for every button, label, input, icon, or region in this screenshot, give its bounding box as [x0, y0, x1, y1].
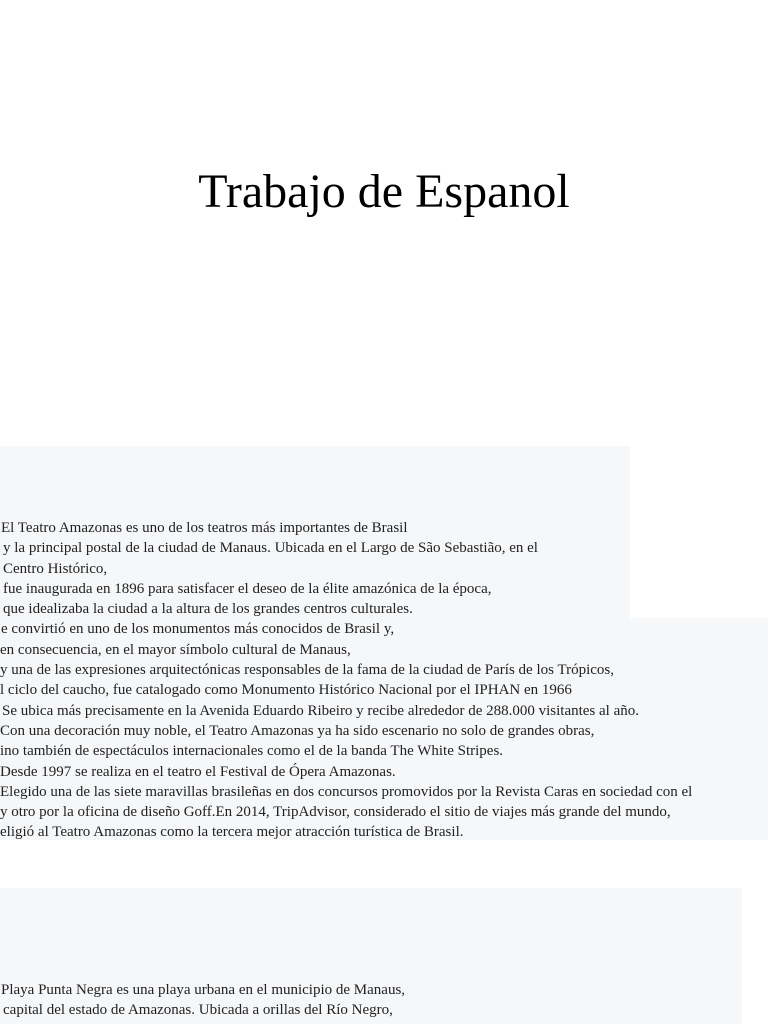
section-teatro-amazonas — [0, 518, 692, 843]
text-line: y una de las expresiones arquitectónicas responsables de la fama de la ciudad de París de los Trópicos, — [0, 662, 614, 679]
text-line: capital del estado de Amazonas. Ubicada a orillas del Río Negro, — [3, 1002, 393, 1019]
section-playa-punta-negra — [0, 980, 405, 1021]
text-line: Elegido una de las siete maravillas brasileñas en dos concursos promovidos por la Revista Caras en sociedad con el — [0, 783, 693, 800]
text-line: y la principal postal de la ciudad de Manaus. Ubicada en el Largo de São Sebastião, en el — [3, 540, 538, 557]
text-line: Centro Histórico, — [3, 560, 108, 577]
text-line: Playa Punta Negra es una playa urbana en el municipio de Manaus, — [1, 982, 406, 998]
text-line: ino también de espectáculos internacionales como el de la banda The White Stripes. — [0, 743, 504, 760]
document-title: Trabajo de Espanol — [198, 165, 570, 218]
text-line: El Teatro Amazonas es uno de los teatros más importantes de Brasil — [1, 520, 408, 536]
text-line: e convirtió en uno de los monumentos más conocidos de Brasil y, — [1, 621, 395, 638]
text-line: Se ubica más precisamente en la Avenida Eduardo Ribeiro y recibe alrededor de 288.000 visitantes al año. — [2, 702, 640, 719]
text-line: y otro por la oficina de diseño Goff.En 2014, TripAdvisor, considerado el sitio de viajes más grande del mundo, — [0, 804, 671, 821]
text-line: l ciclo del caucho, fue catalogado como Monumento Histórico Nacional por el IPHAN en 1966 — [0, 682, 572, 699]
text-line: eligió al Teatro Amazonas como la tercera mejor atracción turística de Brasil. — [0, 824, 464, 841]
text-line: que idealizaba la ciudad a la altura de los grandes centros culturales. — [3, 601, 413, 618]
text-line: Con una decoración muy noble, el Teatro Amazonas ya ha sido escenario no solo de grandes obras, — [0, 722, 595, 739]
text-line: fue inaugurada en 1896 para satisfacer el deseo de la élite amazónica de la época, — [3, 580, 492, 597]
text-line: Desde 1997 se realiza en el teatro el Festival de Ópera Amazonas. — [0, 763, 396, 780]
text-line: en consecuencia, en el mayor símbolo cultural de Manaus, — [0, 641, 351, 658]
